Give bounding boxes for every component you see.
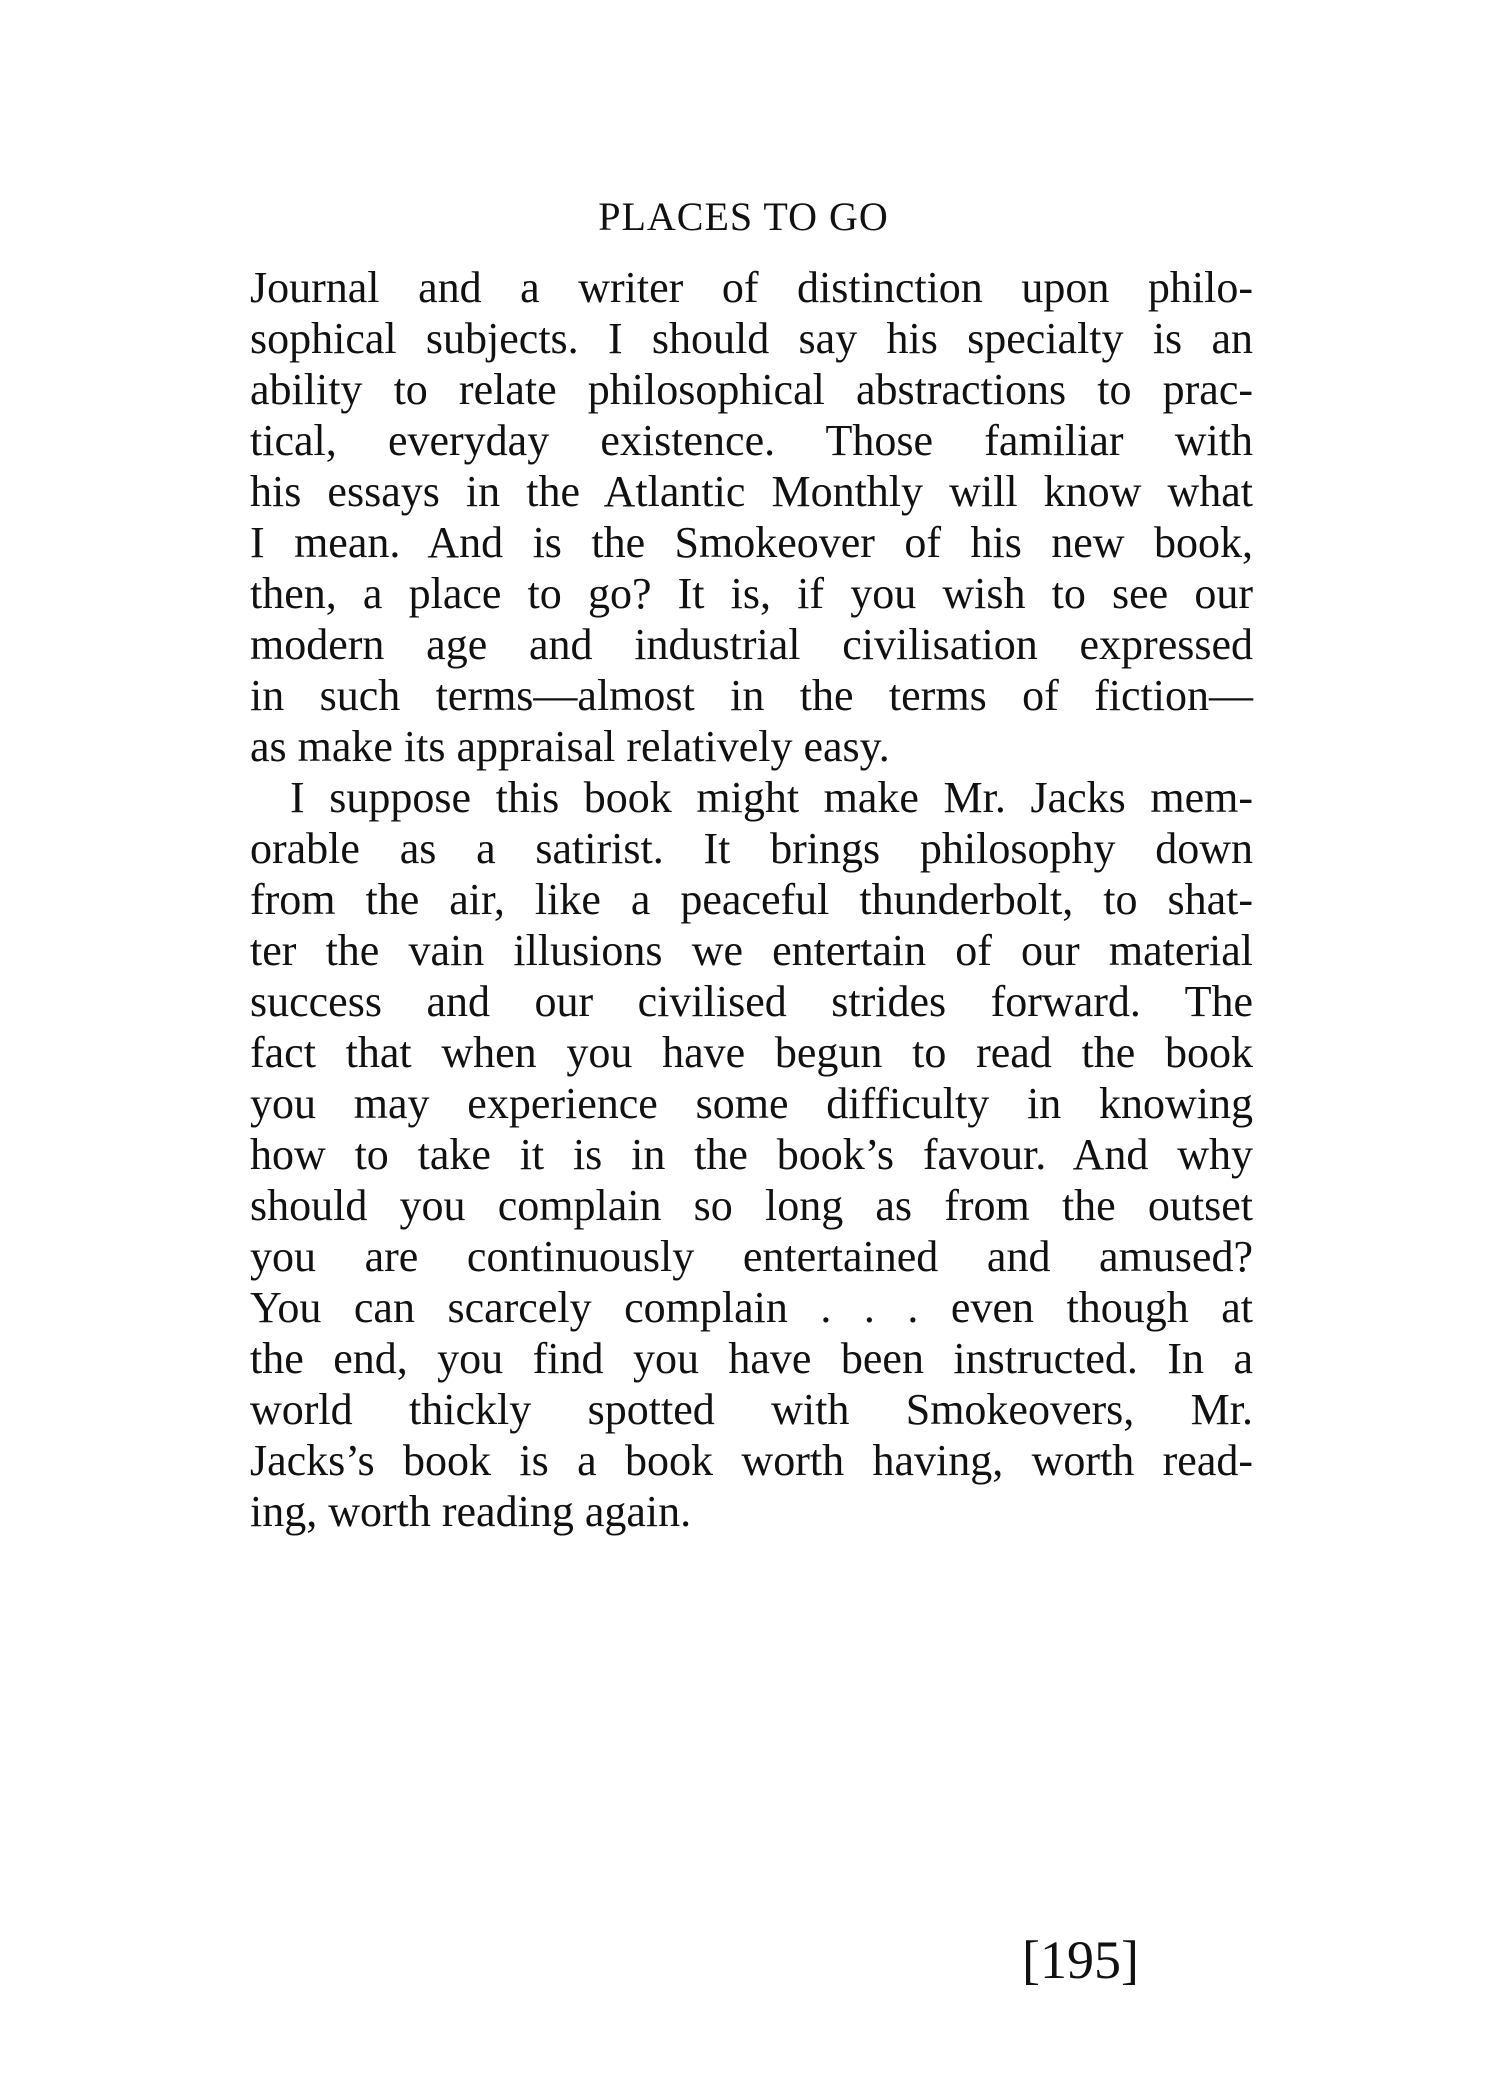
text-line: modern age and industrial civilisation expressed [250,620,1253,669]
text-line: his essays in the Atlantic Monthly will know what [250,467,1253,516]
text-line: how to take it is in the book’s favour. And why [250,1130,1253,1179]
text-line: tical, everyday existence. Those familiar with [250,416,1253,465]
running-head: PLACES TO GO [598,194,889,239]
text-line: as make its appraisal relatively easy. [250,722,890,771]
text-line: world thickly spotted with Smokeovers, Mr. [250,1385,1253,1434]
text-line: should you complain so long as from the outset [250,1181,1253,1230]
text-line: You can scarcely complain . . . even though at [250,1283,1253,1332]
text-line: Journal and a writer of distinction upon philo- [250,263,1253,312]
text-line: then, a place to go? It is, if you wish to see our [250,569,1253,618]
text-line: I mean. And is the Smokeover of his new book, [250,518,1253,567]
body-text [250,262,1253,1537]
text-line: from the air, like a peaceful thunderbolt, to shat- [250,875,1253,924]
text-line: I suppose this book might make Mr. Jacks mem- [290,773,1253,822]
text-line: you are continuously entertained and amused? [250,1232,1253,1281]
text-line: orable as a satirist. It brings philosophy down [250,824,1253,873]
text-line: ter the vain illusions we entertain of our material [250,926,1253,975]
page-number: [195] [1022,1930,1139,1990]
text-line: the end, you find you have been instructed. In a [250,1334,1253,1383]
text-line: you may experience some difficulty in knowing [250,1079,1253,1128]
text-line: Jacks’s book is a book worth having, worth read- [250,1436,1253,1485]
paragraph-1 [250,262,1253,772]
text-line: ability to relate philosophical abstractions to prac- [250,365,1253,414]
text-line: in such terms—almost in the terms of fiction— [250,671,1253,720]
text-line: success and our civilised strides forward. The [250,977,1253,1026]
paragraph-2 [250,772,1253,1537]
text-line: fact that when you have begun to read the book [250,1028,1253,1077]
text-line: sophical subjects. I should say his specialty is an [250,314,1253,363]
text-line: ing, worth reading again. [250,1487,692,1536]
